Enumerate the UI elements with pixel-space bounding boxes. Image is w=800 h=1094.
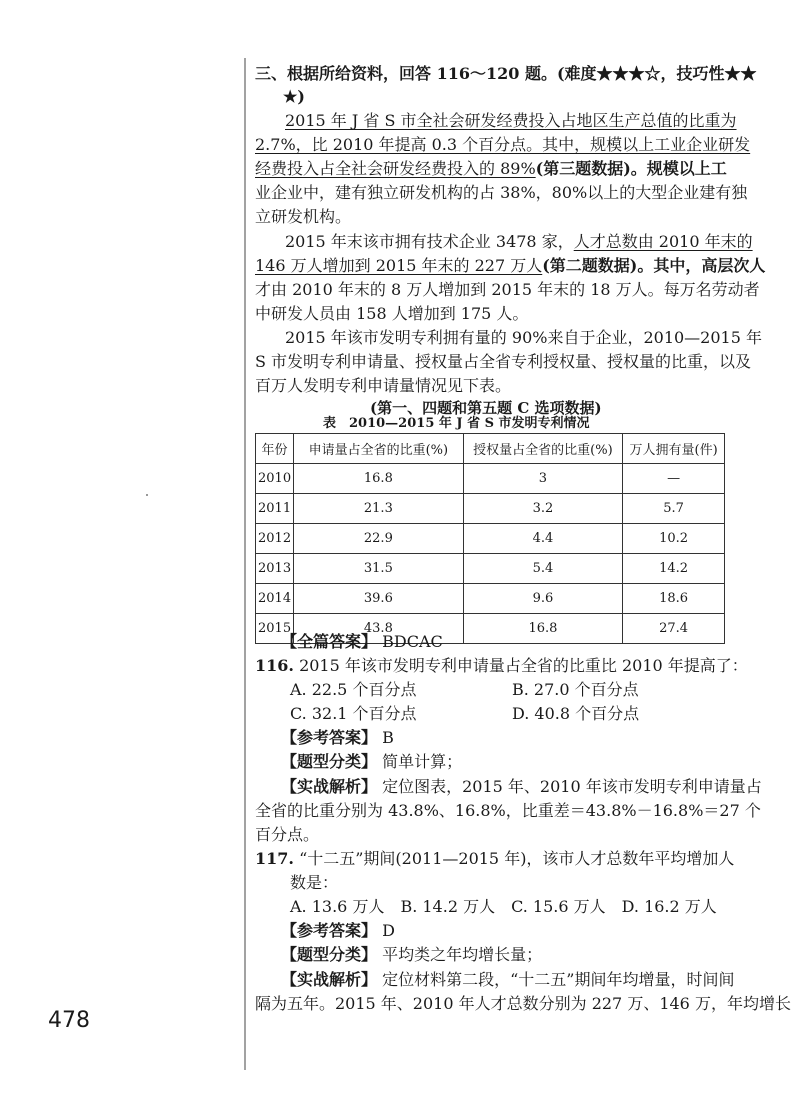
- q117-stem-line1: 117. “十二五”期间(2011—2015 年)，该市人才总数年平均增加人: [255, 849, 735, 868]
- p1-line1: 2015 年 J 省 S 市全社会研发经费投入占地区生产总值的比重为: [285, 111, 737, 130]
- table-row: [256, 554, 725, 584]
- p1-line4: 业企业中，建有独立研发机构的占 38%，80%以上的大型企业建有独: [255, 183, 748, 202]
- table-cell: 9.6: [463, 584, 623, 614]
- table-cell: 5.4: [463, 554, 623, 584]
- table-cell: 31.5: [294, 554, 464, 584]
- table-cell: 18.6: [623, 584, 725, 614]
- table-cell: 22.9: [294, 524, 464, 554]
- table-cell: 2010: [256, 464, 294, 494]
- q117-type: 【题型分类】 平均类之年均增长量；: [281, 945, 543, 964]
- table-cell: —: [623, 464, 725, 494]
- table-cell: 43.8: [294, 614, 464, 644]
- scan-speck: [146, 494, 148, 496]
- q116-option-a: A. 22.5 个百分点: [290, 680, 417, 699]
- p2-line2: 146 万人增加到 2015 年末的 227 万人(第二题数据)。其中，高层次人: [255, 256, 766, 275]
- table-cell: 5.7: [623, 494, 725, 524]
- table-cell: 4.4: [463, 524, 623, 554]
- table-header-cell: 授权量占全省的比重(%): [463, 434, 623, 464]
- q116-type: 【题型分类】 简单计算；: [281, 752, 463, 771]
- table-cell: 39.6: [294, 584, 464, 614]
- table-caption: 表 2010—2015 年 J 省 S 市发明专利情况: [323, 416, 590, 431]
- q117-analysis-line2: 隔为五年。2015 年、2010 年人才总数分别为 227 万、146 万，年均增长: [255, 994, 791, 1013]
- table-cell: 14.2: [623, 554, 725, 584]
- all-answers: 【全篇答案】 BDCAC: [281, 632, 443, 651]
- margin-rule: [244, 58, 246, 1070]
- p2-line1: 2015 年末该市拥有技术企业 3478 家，人才总数由 2010 年末的: [285, 232, 753, 251]
- table-cell: 2014: [256, 584, 294, 614]
- table-header-cell: 万人拥有量(件): [623, 434, 725, 464]
- q116-stem: 116. 2015 年该市发明专利申请量占全省的比重比 2010 年提高了：: [255, 656, 748, 675]
- table-row: [256, 584, 725, 614]
- table-row: [256, 464, 725, 494]
- q116-option-c: C. 32.1 个百分点: [290, 704, 417, 723]
- q116-analysis-line3: 百分点。: [255, 825, 320, 844]
- table-cell: 27.4: [623, 614, 725, 644]
- table-header-row: [256, 434, 725, 464]
- q116-option-b: B. 27.0 个百分点: [512, 680, 639, 699]
- q117-options: A. 13.6 万人 B. 14.2 万人 C. 15.6 万人 D. 16.2 万人: [290, 897, 717, 916]
- table-cell: 3.2: [463, 494, 623, 524]
- table-cell: 10.2: [623, 524, 725, 554]
- p1-line2: 2.7%，比 2010 年提高 0.3 个百分点。其中，规模以上工业企业研发: [255, 135, 751, 154]
- table-cell: 2012: [256, 524, 294, 554]
- p2-line3: 才由 2010 年末的 8 万人增加到 2015 年末的 18 万人。每万名劳动者: [255, 280, 760, 299]
- table-header-cell: 年份: [256, 434, 294, 464]
- q117-analysis-line1: 【实战解析】 定位材料第二段，“十二五”期间年均增量，时间间: [281, 970, 735, 989]
- section-heading-line1: 三、根据所给资料，回答 116～120 题。(难度★★★☆，技巧性★★: [255, 64, 757, 83]
- q117-answer: 【参考答案】 D: [281, 921, 395, 940]
- q116-option-d: D. 40.8 个百分点: [512, 704, 640, 723]
- p3-line3: 百万人发明专利申请量情况见下表。: [255, 376, 512, 395]
- section-heading-line2: ★): [283, 87, 305, 106]
- patent-table: [255, 433, 725, 644]
- table-cell: 16.8: [294, 464, 464, 494]
- table-cell: 2011: [256, 494, 294, 524]
- p1-line5: 立研发机构。: [255, 207, 352, 226]
- table-cell: 2013: [256, 554, 294, 584]
- table-cell: 21.3: [294, 494, 464, 524]
- p1-line3: 经费投入占全社会研发经费投入的 89%(第三题数据)。规模以上工: [255, 159, 727, 178]
- table-cell: 3: [463, 464, 623, 494]
- q116-analysis-line2: 全省的比重分别为 43.8%、16.8%，比重差＝43.8%－16.8%＝27 个: [255, 801, 761, 820]
- table-cell: 2015: [256, 614, 294, 644]
- table-cell: 16.8: [463, 614, 623, 644]
- page-number: 478: [48, 1008, 90, 1033]
- table-row: [256, 524, 725, 554]
- p3-line1: 2015 年该市发明专利拥有量的 90%来自于企业，2010—2015 年: [285, 328, 762, 347]
- p2-line4: 中研发人员由 158 人增加到 175 人。: [255, 304, 529, 323]
- q116-answer: 【参考答案】 B: [281, 728, 394, 747]
- q116-analysis-line1: 【实战解析】 定位图表，2015 年、2010 年该市发明专利申请量占: [281, 777, 762, 796]
- table-note: (第一、四题和第五题 C 选项数据): [370, 399, 602, 417]
- p3-line2: S 市发明专利申请量、授权量占全省专利授权量、授权量的比重，以及: [255, 352, 752, 371]
- table-header-cell: 申请量占全省的比重(%): [294, 434, 464, 464]
- q117-stem-line2: 数是：: [290, 873, 339, 892]
- table-row: [256, 494, 725, 524]
